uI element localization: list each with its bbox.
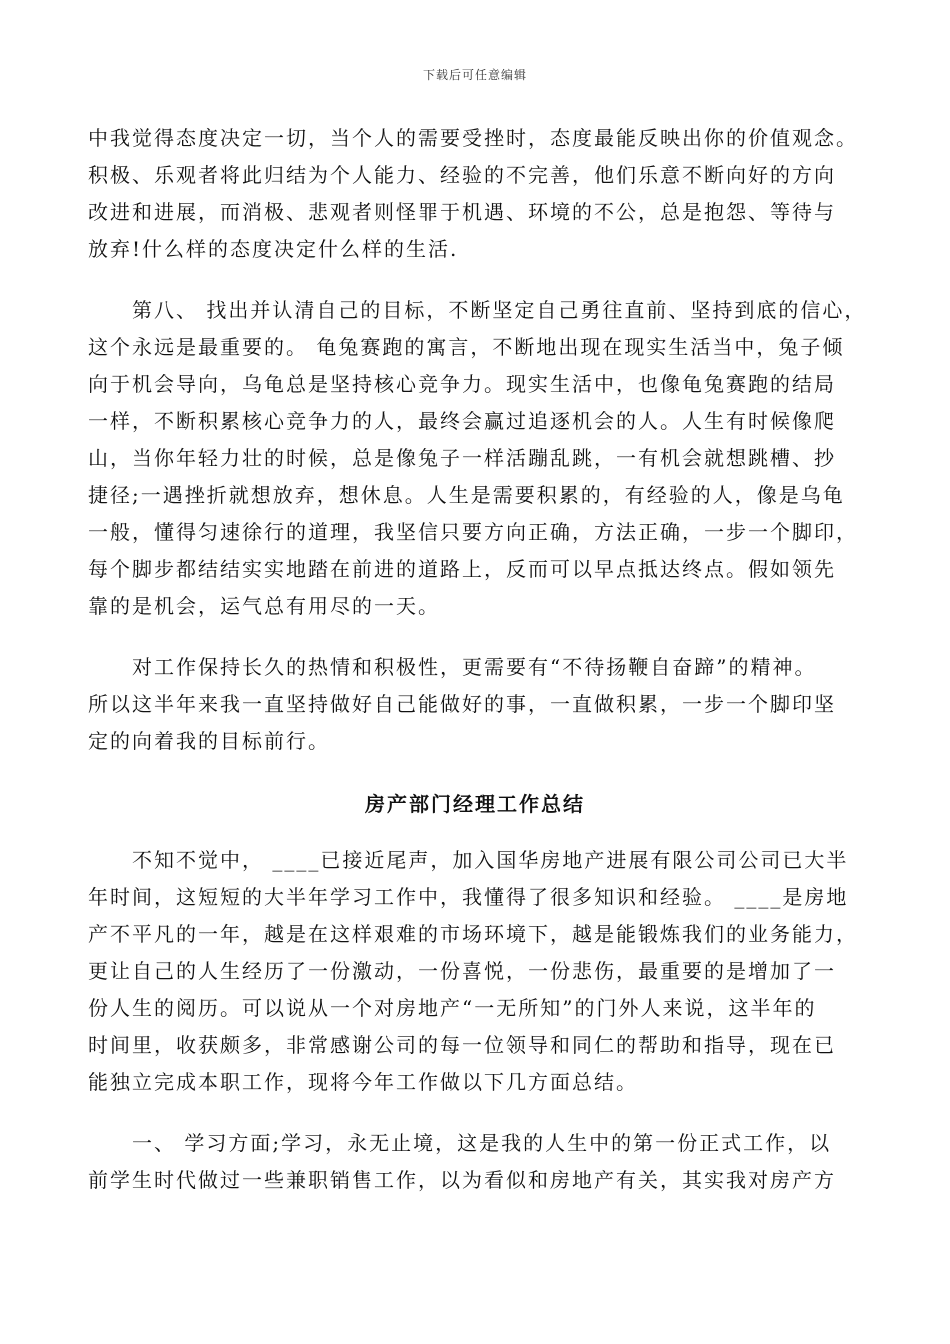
paragraph-line: 中我觉得态度决定一切，当个人的需要受挫时，态度最能反映出你的价值观念。 xyxy=(88,126,858,150)
paragraph-line: 前学生时代做过一些兼职销售工作，以为看似和房地产有关，其实我对房产方 xyxy=(88,1168,836,1192)
paragraph-line: 改进和进展，而消极、悲观者则怪罪于机遇、环境的不公，总是抱怨、等待与 xyxy=(88,200,836,224)
paragraph-line: 一样，不断积累核心竞争力的人，最终会赢过追逐机会的人。人生有时候像爬 xyxy=(88,409,836,433)
paragraph-line: 靠的是机会，运气总有用尽的一天。 xyxy=(88,594,440,618)
section-title: 房产部门经理工作总结 xyxy=(365,792,585,816)
paragraph-line: 能独立完成本职工作，现将今年工作做以下几方面总结。 xyxy=(88,1070,638,1094)
paragraph-line: 份人生的阅历。可以说从一个对房地产“一无所知”的门外人来说，这半年的 xyxy=(88,996,817,1020)
paragraph-line: 捷径;一遇挫折就想放弃，想休息。人生是需要积累的，有经验的人，像是乌龟 xyxy=(88,483,845,507)
paragraph-line: 产不平凡的一年，越是在这样艰难的市场环境下，越是能锻炼我们的业务能力， xyxy=(88,922,858,946)
paragraph-line: 不知不觉中， ____已接近尾声，加入国华房地产进展有限公司公司已大半 xyxy=(88,848,849,872)
paragraph-line: 定的向着我的目标前行。 xyxy=(88,729,330,753)
paragraph-line: 这个永远是最重要的。 龟兔赛跑的寓言，不断地出现在现实生活当中，兔子倾 xyxy=(88,335,845,359)
paragraph-line: 一般，懂得匀速徐行的道理，我坚信只要方向正确，方法正确，一步一个脚印， xyxy=(88,520,858,544)
paragraph-line: 年时间，这短短的大半年学习工作中，我懂得了很多知识和经验。 ____是房地 xyxy=(88,885,849,909)
paragraph-line: 更让自己的人生经历了一份激动，一份喜悦，一份悲伤，最重要的是增加了一 xyxy=(88,959,836,983)
paragraph-line: 第八、 找出并认清自己的目标，不断坚定自己勇往直前、坚持到底的信心， xyxy=(88,298,867,322)
paragraph-line: 放弃!什么样的态度决定什么样的生活. xyxy=(88,237,459,261)
paragraph-line: 山，当你年轻力壮的时候，总是像兔子一样活蹦乱跳，一有机会就想跳槽、抄 xyxy=(88,446,836,470)
page-header: 下载后可任意编辑 xyxy=(422,68,527,82)
paragraph-line: 向于机会导向，乌龟总是坚持核心竞争力。现实生活中，也像龟兔赛跑的结局 xyxy=(88,372,836,396)
paragraph-line: 积极、乐观者将此归结为个人能力、经验的不完善，他们乐意不断向好的方向 xyxy=(88,163,836,187)
paragraph-line: 一、 学习方面;学习，永无止境，这是我的人生中的第一份正式工作，以 xyxy=(88,1131,832,1155)
paragraph-line: 每个脚步都结结实实地踏在前进的道路上，反而可以早点抵达终点。假如领先 xyxy=(88,557,836,581)
paragraph-line: 时间里，收获颇多，非常感谢公司的每一位领导和同仁的帮助和指导，现在已 xyxy=(88,1033,836,1057)
paragraph-line: 所以这半年来我一直坚持做好自己能做好的事，一直做积累，一步一个脚印坚 xyxy=(88,692,836,716)
paragraph-line: 对工作保持长久的热情和积极性，更需要有“不待扬鞭自奋蹄”的精神。 xyxy=(88,655,817,679)
